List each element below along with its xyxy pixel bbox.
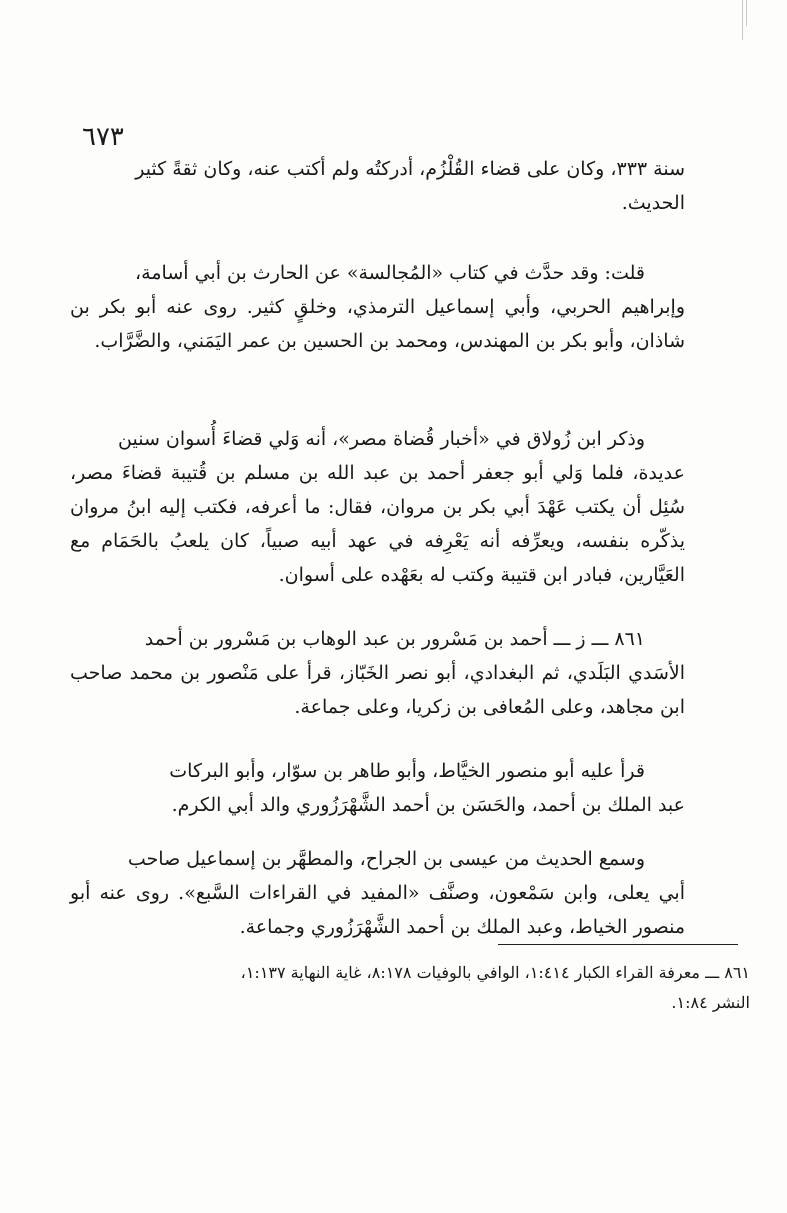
paragraph-1 (70, 152, 685, 220)
paragraph-first-line: قرأ عليه أبو منصور الخيَّاط، وأبو طاهر بن سوّار، وأبو البركات (169, 760, 645, 782)
paragraph-text: عبد الملك بن أحمد، والحَسَن بن أحمد الشَّهْرَزُوري والد أبي الكرم. (171, 794, 685, 816)
footnote (150, 958, 750, 1018)
paragraph-text: وإبراهيم الحربي، وأبي إسماعيل الترمذي، وخلقٍ كثير. روى عنه أبو بكر بن شاذان، وأبو بكر بن المهندس، ومحمد بن الحسين بن عمر اليَمَني، والضَّرَّاب. (70, 296, 685, 352)
paragraph-first-line: وسمع الحديث من عيسى بن الجراح، والمطهَّر بن إسماعيل صاحب (127, 848, 645, 870)
paragraph-first-line: وذكر ابن زُولاق في «أخبار قُضاة مصر»، أنه وَلي قضاءَ أُسوان سنين (118, 428, 645, 450)
footnote-line: ٨٦١ ـــ معرفة القراء الكبار ١:٤١٤، الوافي بالوفيات ٨:١٧٨، غاية النهاية ١:١٣٧، (240, 963, 750, 982)
paragraph-6 (70, 842, 685, 944)
footnote-line: النشر ١:٨٤. (671, 993, 750, 1012)
scan-edge-mark (746, 0, 747, 26)
paragraph-first-line: ٨٦١ ـــ ز ـــ أحمد بن مَسْرور بن عبد الوهاب بن مَسْرور بن أحمد (144, 628, 645, 650)
paragraph-first-line: سنة ٣٣٣، وكان على قضاء القُلْزُم، أدركتُه ولم أكتب عنه، وكان ثقةً كثير (135, 158, 685, 180)
paragraph-first-line: قلت: وقد حدَّث في كتاب «المُجالسة» عن الحارث بن أبي أسامة، (135, 262, 645, 284)
paragraph-text: عديدة، فلما وَلي أبو جعفر أحمد بن عبد الله بن مسلم بن قُتيبة قضاءَ مصر، سُئِل أن يكتب عَهْدَ أبي بكر بن مروان، فقال: ما أعرفه، فكتب إليه ابنُ مروان يذكّره بنفسه، ويعرِّفه أنه يَعْرِفه في عهد أبيه صبياً، كان يلعبُ بالحَمَام مع العَيَّارين، فبادر ابن قتيبة وكتب له بعَهْده على أسوان. (70, 462, 685, 586)
paragraph-5 (70, 754, 685, 822)
paragraph-text: الأسَدي البَلَدي، ثم البغدادي، أبو نصر الخَبّاز، قرأ على مَنْصور بن محمد صاحب ابن مجاهد، وعلى المُعافى بن زكريا، وعلى جماعة. (70, 662, 685, 718)
paragraph-2 (70, 256, 685, 358)
paragraph-text: الحديث. (621, 192, 685, 214)
paragraph-text: أبي يعلى، وابن سَمْعون، وصنَّف «المفيد في القراءات السَّبع». روى عنه أبو منصور الخياط، وعبد الملك بن أحمد الشَّهْرَزُوري وجماعة. (70, 882, 685, 938)
footnote-separator (498, 944, 738, 945)
paragraph-3 (70, 422, 685, 592)
entry-861-header (70, 622, 685, 724)
scan-edge-mark (742, 0, 743, 40)
page-number: ٦٧٣ (82, 122, 124, 152)
